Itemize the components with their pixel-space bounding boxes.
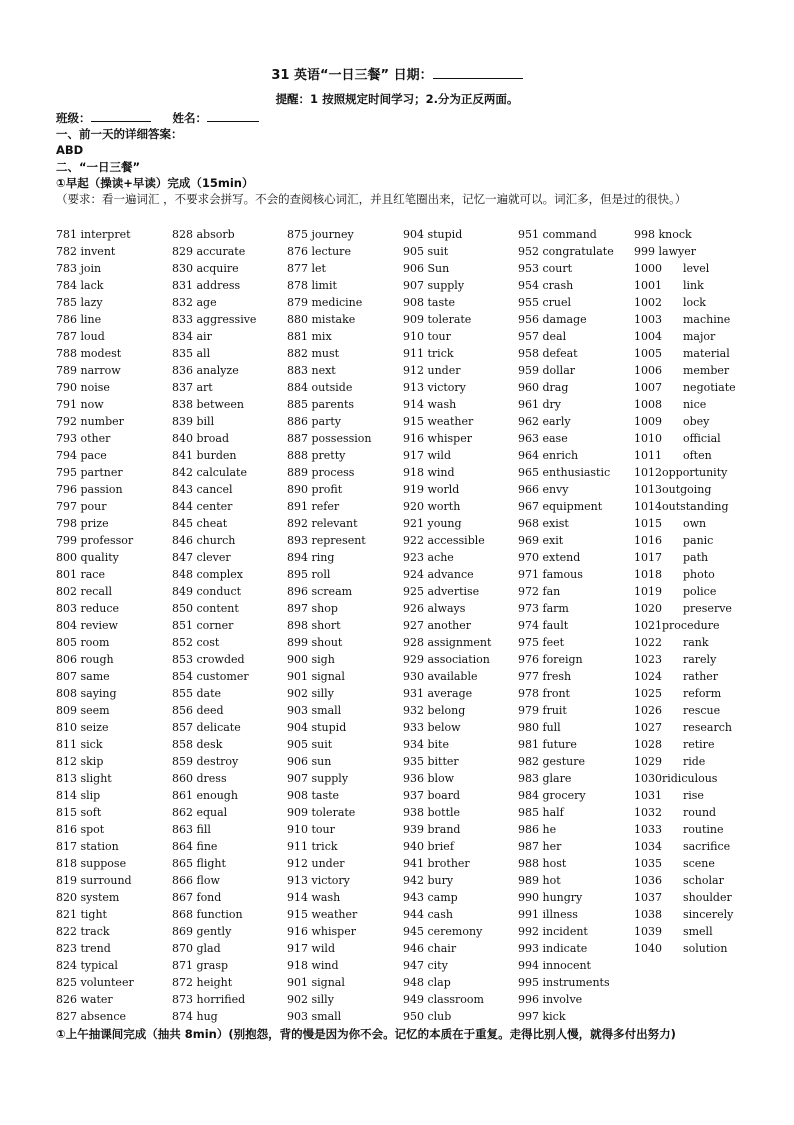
vocab-item: 989 hot bbox=[518, 874, 561, 887]
vocab-item: 846 church bbox=[172, 534, 236, 547]
vocab-item: 815 soft bbox=[56, 806, 102, 819]
vocab-column-2 bbox=[172, 226, 256, 1025]
vocab-item: 875 journey bbox=[287, 228, 354, 241]
vocab-column-5 bbox=[518, 226, 614, 1025]
vocab-item: 1032 round bbox=[634, 806, 717, 819]
vocab-item: 991 illness bbox=[518, 908, 578, 921]
vocab-item: 891 refer bbox=[287, 500, 340, 513]
vocab-item: 1020 preserve bbox=[634, 602, 732, 615]
vocab-item: 786 line bbox=[56, 313, 102, 326]
vocab-item: 804 review bbox=[56, 619, 118, 632]
vocab-item: 787 loud bbox=[56, 330, 105, 343]
vocab-item: 1013outgoing bbox=[634, 483, 712, 496]
vocab-item: 970 extend bbox=[518, 551, 581, 564]
vocab-item: 813 slight bbox=[56, 772, 112, 785]
vocab-item: 873 horrified bbox=[172, 993, 246, 1006]
task1-heading: ①早起（操读+早读）完成（15min） bbox=[56, 176, 254, 190]
vocab-item: 812 skip bbox=[56, 755, 104, 768]
vocab-item: 829 accurate bbox=[172, 245, 246, 258]
vocab-item: 844 center bbox=[172, 500, 233, 513]
vocab-item: 880 mistake bbox=[287, 313, 356, 326]
vocab-item: 1040 solution bbox=[634, 942, 728, 955]
vocab-item: 916 whisper bbox=[403, 432, 472, 445]
vocab-item: 917 wild bbox=[403, 449, 451, 462]
vocab-item: 999 lawyer bbox=[634, 245, 696, 258]
vocab-item: 881 mix bbox=[287, 330, 332, 343]
vocab-item: 900 sigh bbox=[287, 653, 335, 666]
vocab-item: 973 farm bbox=[518, 602, 569, 615]
vocab-item: 862 equal bbox=[172, 806, 228, 819]
vocab-item: 876 lecture bbox=[287, 245, 351, 258]
vocab-item: 980 full bbox=[518, 721, 561, 734]
vocab-item: 884 outside bbox=[287, 381, 353, 394]
vocab-item: 849 conduct bbox=[172, 585, 242, 598]
vocab-item: 988 host bbox=[518, 857, 567, 870]
vocab-item: 1035 scene bbox=[634, 857, 715, 870]
vocab-item: 1001 link bbox=[634, 279, 704, 292]
vocab-item: 1012opportunity bbox=[634, 466, 728, 479]
vocab-item: 986 he bbox=[518, 823, 557, 836]
vocab-item: 850 content bbox=[172, 602, 239, 615]
vocab-item: 927 another bbox=[403, 619, 472, 632]
vocab-column-3 bbox=[287, 226, 371, 1025]
vocab-item: 803 reduce bbox=[56, 602, 120, 615]
vocab-item: 851 corner bbox=[172, 619, 234, 632]
vocab-item: 1025 reform bbox=[634, 687, 722, 700]
vocab-item: 975 feet bbox=[518, 636, 565, 649]
vocab-item: 794 pace bbox=[56, 449, 107, 462]
section2-heading: 二、“一日三餐” bbox=[56, 160, 141, 174]
vocab-item: 809 seem bbox=[56, 704, 110, 717]
vocab-item: 865 flight bbox=[172, 857, 226, 870]
vocab-item: 818 suppose bbox=[56, 857, 127, 870]
name-blank[interactable] bbox=[207, 110, 259, 122]
vocab-item: 860 dress bbox=[172, 772, 227, 785]
vocab-item: 854 customer bbox=[172, 670, 249, 683]
page-title bbox=[0, 64, 794, 83]
vocab-item: 982 gesture bbox=[518, 755, 585, 768]
vocab-item: 968 exist bbox=[518, 517, 569, 530]
vocab-item: 1029 ride bbox=[634, 755, 706, 768]
vocab-item: 906 sun bbox=[287, 755, 332, 768]
vocab-item: 874 hug bbox=[172, 1010, 218, 1023]
vocab-item: 802 recall bbox=[56, 585, 113, 598]
vocab-item: 990 hungry bbox=[518, 891, 583, 904]
vocab-item: 902 silly bbox=[287, 993, 334, 1006]
vocab-item: 869 gently bbox=[172, 925, 232, 938]
vocab-item: 954 crash bbox=[518, 279, 574, 292]
vocab-item: 1008 nice bbox=[634, 398, 707, 411]
vocab-item: 937 board bbox=[403, 789, 461, 802]
vocab-item: 790 noise bbox=[56, 381, 110, 394]
vocab-item: 946 chair bbox=[403, 942, 457, 955]
vocab-item: 947 city bbox=[403, 959, 448, 972]
vocab-item: 901 signal bbox=[287, 670, 345, 683]
task2-note: ①上午抽课间完成（抽共 8min）(别抱怨，背的慢是因为你不会。记忆的本质在于重复。走得比别人慢，就得多付出努力) bbox=[56, 1027, 676, 1041]
vocab-item: 887 possession bbox=[287, 432, 372, 445]
vocab-item: 798 prize bbox=[56, 517, 109, 530]
vocab-item: 933 below bbox=[403, 721, 461, 734]
vocab-item: 1021procedure bbox=[634, 619, 720, 632]
vocab-item: 855 date bbox=[172, 687, 222, 700]
vocab-item: 807 same bbox=[56, 670, 110, 683]
vocab-item: 1011 often bbox=[634, 449, 712, 462]
vocab-item: 907 supply bbox=[403, 279, 465, 292]
vocab-item: 934 bite bbox=[403, 738, 449, 751]
vocab-item: 952 congratulate bbox=[518, 245, 614, 258]
vocab-item: 939 brand bbox=[403, 823, 461, 836]
vocab-item: 903 small bbox=[287, 1010, 342, 1023]
vocab-item: 1007 negotiate bbox=[634, 381, 736, 394]
vocab-item: 797 pour bbox=[56, 500, 107, 513]
vocab-item: 941 brother bbox=[403, 857, 470, 870]
vocab-item: 928 assignment bbox=[403, 636, 492, 649]
vocab-item: 918 wind bbox=[403, 466, 455, 479]
vocab-item: 950 club bbox=[403, 1010, 452, 1023]
vocab-item: 898 short bbox=[287, 619, 341, 632]
vocab-item: 822 track bbox=[56, 925, 110, 938]
vocab-item: 1003 machine bbox=[634, 313, 731, 326]
vocab-item: 816 spot bbox=[56, 823, 105, 836]
vocab-item: 811 sick bbox=[56, 738, 103, 751]
vocab-item: 1027 research bbox=[634, 721, 732, 734]
vocab-item: 974 fault bbox=[518, 619, 569, 632]
vocab-item: 911 trick bbox=[287, 840, 338, 853]
section1-heading: 一、前一天的详细答案： bbox=[56, 127, 183, 141]
vocab-item: 837 art bbox=[172, 381, 213, 394]
vocab-item: 1030ridiculous bbox=[634, 772, 718, 785]
vocab-item: 1036 scholar bbox=[634, 874, 724, 887]
vocab-item: 808 saying bbox=[56, 687, 117, 700]
vocab-item: 793 other bbox=[56, 432, 111, 445]
vocab-item: 981 future bbox=[518, 738, 577, 751]
vocab-item: 879 medicine bbox=[287, 296, 363, 309]
vocab-item: 929 association bbox=[403, 653, 490, 666]
vocab-item: 810 seize bbox=[56, 721, 109, 734]
vocab-item: 960 drag bbox=[518, 381, 569, 394]
vocab-item: 1005 material bbox=[634, 347, 730, 360]
vocab-item: 904 stupid bbox=[287, 721, 347, 734]
vocab-item: 845 cheat bbox=[172, 517, 228, 530]
vocab-item: 796 passion bbox=[56, 483, 123, 496]
vocab-item: 926 always bbox=[403, 602, 466, 615]
vocab-item: 1004 major bbox=[634, 330, 716, 343]
vocab-item: 987 her bbox=[518, 840, 562, 853]
vocab-item: 805 room bbox=[56, 636, 110, 649]
vocab-column-4 bbox=[403, 226, 491, 1025]
vocab-item: 912 under bbox=[403, 364, 461, 377]
vocab-item: 830 acquire bbox=[172, 262, 239, 275]
vocab-item: 992 incident bbox=[518, 925, 588, 938]
vocab-item: 867 fond bbox=[172, 891, 222, 904]
vocab-item: 908 taste bbox=[287, 789, 340, 802]
vocab-item: 994 innocent bbox=[518, 959, 591, 972]
vocab-item: 782 invent bbox=[56, 245, 116, 258]
vocab-item: 957 deal bbox=[518, 330, 567, 343]
vocab-item: 843 cancel bbox=[172, 483, 233, 496]
vocab-item: 977 fresh bbox=[518, 670, 572, 683]
vocab-item: 857 delicate bbox=[172, 721, 241, 734]
vocab-item: 967 equipment bbox=[518, 500, 603, 513]
vocab-item: 852 cost bbox=[172, 636, 220, 649]
vocab-item: 799 professor bbox=[56, 534, 134, 547]
vocab-item: 858 desk bbox=[172, 738, 223, 751]
vocab-item: 1002 lock bbox=[634, 296, 706, 309]
vocab-item: 823 trend bbox=[56, 942, 111, 955]
vocab-item: 915 weather bbox=[403, 415, 474, 428]
vocab-item: 983 glare bbox=[518, 772, 572, 785]
vocab-item: 834 air bbox=[172, 330, 212, 343]
vocab-item: 831 address bbox=[172, 279, 241, 292]
section1-answer: ABD bbox=[56, 143, 84, 157]
vocab-item: 820 system bbox=[56, 891, 120, 904]
vocab-item: 914 wash bbox=[287, 891, 341, 904]
vocab-item: 1022 rank bbox=[634, 636, 709, 649]
vocab-item: 893 represent bbox=[287, 534, 366, 547]
vocab-item: 784 lack bbox=[56, 279, 104, 292]
vocab-item: 800 quality bbox=[56, 551, 119, 564]
vocab-item: 910 tour bbox=[403, 330, 451, 343]
vocab-item: 1014outstanding bbox=[634, 500, 729, 513]
vocab-item: 908 taste bbox=[403, 296, 456, 309]
vocab-item: 792 number bbox=[56, 415, 124, 428]
reminder: 提醒：1 按照规定时间学习；2.分为正反两面。 bbox=[275, 92, 519, 106]
vocab-item: 899 shout bbox=[287, 636, 343, 649]
vocab-item: 996 involve bbox=[518, 993, 583, 1006]
vocab-item: 998 knock bbox=[634, 228, 692, 241]
vocab-item: 909 tolerate bbox=[287, 806, 356, 819]
vocab-item: 969 exit bbox=[518, 534, 564, 547]
vocab-item: 878 limit bbox=[287, 279, 337, 292]
vocab-item: 861 enough bbox=[172, 789, 238, 802]
vocab-item: 925 advertise bbox=[403, 585, 480, 598]
vocab-item: 997 kick bbox=[518, 1010, 566, 1023]
vocab-item: 817 station bbox=[56, 840, 119, 853]
vocab-item: 864 fine bbox=[172, 840, 218, 853]
vocab-item: 951 command bbox=[518, 228, 597, 241]
vocab-item: 842 calculate bbox=[172, 466, 247, 479]
vocab-column-6 bbox=[634, 226, 736, 957]
vocab-item: 995 instruments bbox=[518, 976, 610, 989]
vocab-item: 1010 official bbox=[634, 432, 721, 445]
title-text: 31 英语“一日三餐” 日期： bbox=[271, 68, 433, 83]
vocab-item: 848 complex bbox=[172, 568, 243, 581]
vocab-item: 1034 sacrifice bbox=[634, 840, 731, 853]
vocab-column-1 bbox=[56, 226, 134, 1025]
vocab-item: 1016 panic bbox=[634, 534, 714, 547]
vocab-item: 839 bill bbox=[172, 415, 215, 428]
vocab-item: 795 partner bbox=[56, 466, 123, 479]
vocab-item: 785 lazy bbox=[56, 296, 103, 309]
vocab-item: 976 foreign bbox=[518, 653, 583, 666]
vocab-item: 838 between bbox=[172, 398, 244, 411]
vocab-item: 1023 rarely bbox=[634, 653, 717, 666]
vocab-item: 894 ring bbox=[287, 551, 335, 564]
vocab-item: 870 glad bbox=[172, 942, 221, 955]
vocab-item: 896 scream bbox=[287, 585, 353, 598]
vocab-item: 942 bury bbox=[403, 874, 454, 887]
vocab-item: 1037 shoulder bbox=[634, 891, 732, 904]
vocab-item: 828 absorb bbox=[172, 228, 235, 241]
vocab-item: 1026 rescue bbox=[634, 704, 721, 717]
vocab-item: 791 now bbox=[56, 398, 104, 411]
vocab-item: 1031 rise bbox=[634, 789, 704, 802]
vocab-item: 902 silly bbox=[287, 687, 334, 700]
vocab-item: 895 roll bbox=[287, 568, 331, 581]
vocab-item: 885 parents bbox=[287, 398, 355, 411]
name-label: 姓名： bbox=[172, 111, 208, 125]
vocab-item: 788 modest bbox=[56, 347, 122, 360]
vocab-item: 863 fill bbox=[172, 823, 211, 836]
vocab-item: 886 party bbox=[287, 415, 341, 428]
vocab-item: 917 wild bbox=[287, 942, 335, 955]
vocab-item: 918 wind bbox=[287, 959, 339, 972]
vocab-item: 892 relevant bbox=[287, 517, 358, 530]
vocab-item: 955 cruel bbox=[518, 296, 572, 309]
vocab-item: 905 suit bbox=[287, 738, 333, 751]
vocab-item: 971 famous bbox=[518, 568, 583, 581]
vocab-item: 922 accessible bbox=[403, 534, 485, 547]
vocab-item: 923 ache bbox=[403, 551, 454, 564]
vocab-item: 883 next bbox=[287, 364, 336, 377]
vocab-item: 956 damage bbox=[518, 313, 587, 326]
vocab-item: 872 height bbox=[172, 976, 233, 989]
vocab-item: 889 process bbox=[287, 466, 355, 479]
vocab-item: 979 fruit bbox=[518, 704, 567, 717]
vocab-item: 965 enthusiastic bbox=[518, 466, 611, 479]
vocab-item: 904 stupid bbox=[403, 228, 463, 241]
vocab-item: 847 clever bbox=[172, 551, 231, 564]
vocab-item: 964 enrich bbox=[518, 449, 579, 462]
vocab-item: 827 absence bbox=[56, 1010, 127, 1023]
vocab-item: 920 worth bbox=[403, 500, 461, 513]
vocab-item: 877 let bbox=[287, 262, 326, 275]
vocab-item: 1018 photo bbox=[634, 568, 715, 581]
vocab-item: 912 under bbox=[287, 857, 345, 870]
vocab-item: 906 Sun bbox=[403, 262, 450, 275]
vocab-item: 1039 smell bbox=[634, 925, 713, 938]
vocab-item: 909 tolerate bbox=[403, 313, 472, 326]
vocab-item: 859 destroy bbox=[172, 755, 239, 768]
vocab-item: 916 whisper bbox=[287, 925, 356, 938]
vocab-item: 789 narrow bbox=[56, 364, 121, 377]
vocab-item: 835 all bbox=[172, 347, 211, 360]
vocab-item: 866 flow bbox=[172, 874, 220, 887]
vocab-item: 930 available bbox=[403, 670, 478, 683]
vocab-item: 836 analyze bbox=[172, 364, 239, 377]
vocab-item: 935 bitter bbox=[403, 755, 459, 768]
vocab-item: 905 suit bbox=[403, 245, 449, 258]
vocab-item: 882 must bbox=[287, 347, 340, 360]
vocab-item: 833 aggressive bbox=[172, 313, 257, 326]
vocab-item: 978 front bbox=[518, 687, 570, 700]
vocab-item: 913 victory bbox=[403, 381, 466, 394]
vocab-item: 840 broad bbox=[172, 432, 230, 445]
vocab-item: 972 fan bbox=[518, 585, 561, 598]
vocab-item: 914 wash bbox=[403, 398, 457, 411]
vocab-item: 825 volunteer bbox=[56, 976, 134, 989]
vocab-item: 949 classroom bbox=[403, 993, 484, 1006]
vocab-item: 806 rough bbox=[56, 653, 114, 666]
vocab-item: 890 profit bbox=[287, 483, 343, 496]
vocab-item: 1017 path bbox=[634, 551, 709, 564]
vocab-item: 868 function bbox=[172, 908, 243, 921]
vocab-item: 959 dollar bbox=[518, 364, 576, 377]
class-blank[interactable] bbox=[91, 110, 151, 122]
vocab-item: 1028 retire bbox=[634, 738, 715, 751]
vocab-item: 910 tour bbox=[287, 823, 335, 836]
vocab-item: 938 bottle bbox=[403, 806, 461, 819]
vocab-item: 1038 sincerely bbox=[634, 908, 734, 921]
vocab-item: 966 envy bbox=[518, 483, 569, 496]
vocab-item: 814 slip bbox=[56, 789, 101, 802]
vocab-item: 985 half bbox=[518, 806, 564, 819]
vocab-item: 856 deed bbox=[172, 704, 224, 717]
requirement-text: （要求：看一遍词汇 ，不要求会拼写。不会的查阅核心词汇，并且红笔圈出来，记忆一遍就可以。词汇多，但是过的很快。） bbox=[56, 192, 687, 206]
vocab-item: 781 interpret bbox=[56, 228, 131, 241]
vocab-item: 903 small bbox=[287, 704, 342, 717]
vocab-item: 963 ease bbox=[518, 432, 568, 445]
vocab-item: 945 ceremony bbox=[403, 925, 483, 938]
vocab-item: 984 grocery bbox=[518, 789, 586, 802]
vocab-item: 819 surround bbox=[56, 874, 132, 887]
date-blank[interactable] bbox=[433, 66, 523, 79]
vocab-item: 826 water bbox=[56, 993, 113, 1006]
vocab-item: 1009 obey bbox=[634, 415, 710, 428]
vocab-item: 1024 rather bbox=[634, 670, 719, 683]
vocab-item: 953 court bbox=[518, 262, 573, 275]
vocab-item: 961 dry bbox=[518, 398, 562, 411]
vocab-item: 1019 police bbox=[634, 585, 717, 598]
vocab-item: 948 clap bbox=[403, 976, 451, 989]
vocab-item: 919 world bbox=[403, 483, 460, 496]
class-label: 班级： bbox=[56, 111, 91, 125]
vocab-item: 824 typical bbox=[56, 959, 118, 972]
vocab-item: 962 early bbox=[518, 415, 571, 428]
vocab-item: 958 defeat bbox=[518, 347, 578, 360]
vocab-item: 1033 routine bbox=[634, 823, 724, 836]
vocab-item: 888 pretty bbox=[287, 449, 346, 462]
vocab-item: 931 average bbox=[403, 687, 473, 700]
student-info-row bbox=[56, 110, 259, 126]
vocab-item: 932 belong bbox=[403, 704, 466, 717]
vocab-item: 924 advance bbox=[403, 568, 474, 581]
vocab-item: 944 cash bbox=[403, 908, 453, 921]
vocab-item: 936 blow bbox=[403, 772, 455, 785]
vocab-item: 921 young bbox=[403, 517, 462, 530]
vocab-item: 901 signal bbox=[287, 976, 345, 989]
vocab-item: 832 age bbox=[172, 296, 217, 309]
vocab-item: 821 tight bbox=[56, 908, 107, 921]
vocab-item: 801 race bbox=[56, 568, 105, 581]
vocab-item: 897 shop bbox=[287, 602, 338, 615]
vocab-item: 1000 level bbox=[634, 262, 710, 275]
vocab-item: 1006 member bbox=[634, 364, 730, 377]
vocab-item: 915 weather bbox=[287, 908, 358, 921]
vocab-item: 993 indicate bbox=[518, 942, 588, 955]
vocab-item: 943 camp bbox=[403, 891, 458, 904]
vocab-item: 1015 own bbox=[634, 517, 707, 530]
vocab-item: 783 join bbox=[56, 262, 102, 275]
vocab-item: 841 burden bbox=[172, 449, 237, 462]
vocab-item: 911 trick bbox=[403, 347, 454, 360]
vocab-item: 907 supply bbox=[287, 772, 349, 785]
vocab-item: 853 crowded bbox=[172, 653, 245, 666]
vocab-item: 871 grasp bbox=[172, 959, 229, 972]
vocab-item: 940 brief bbox=[403, 840, 454, 853]
vocab-item: 913 victory bbox=[287, 874, 350, 887]
